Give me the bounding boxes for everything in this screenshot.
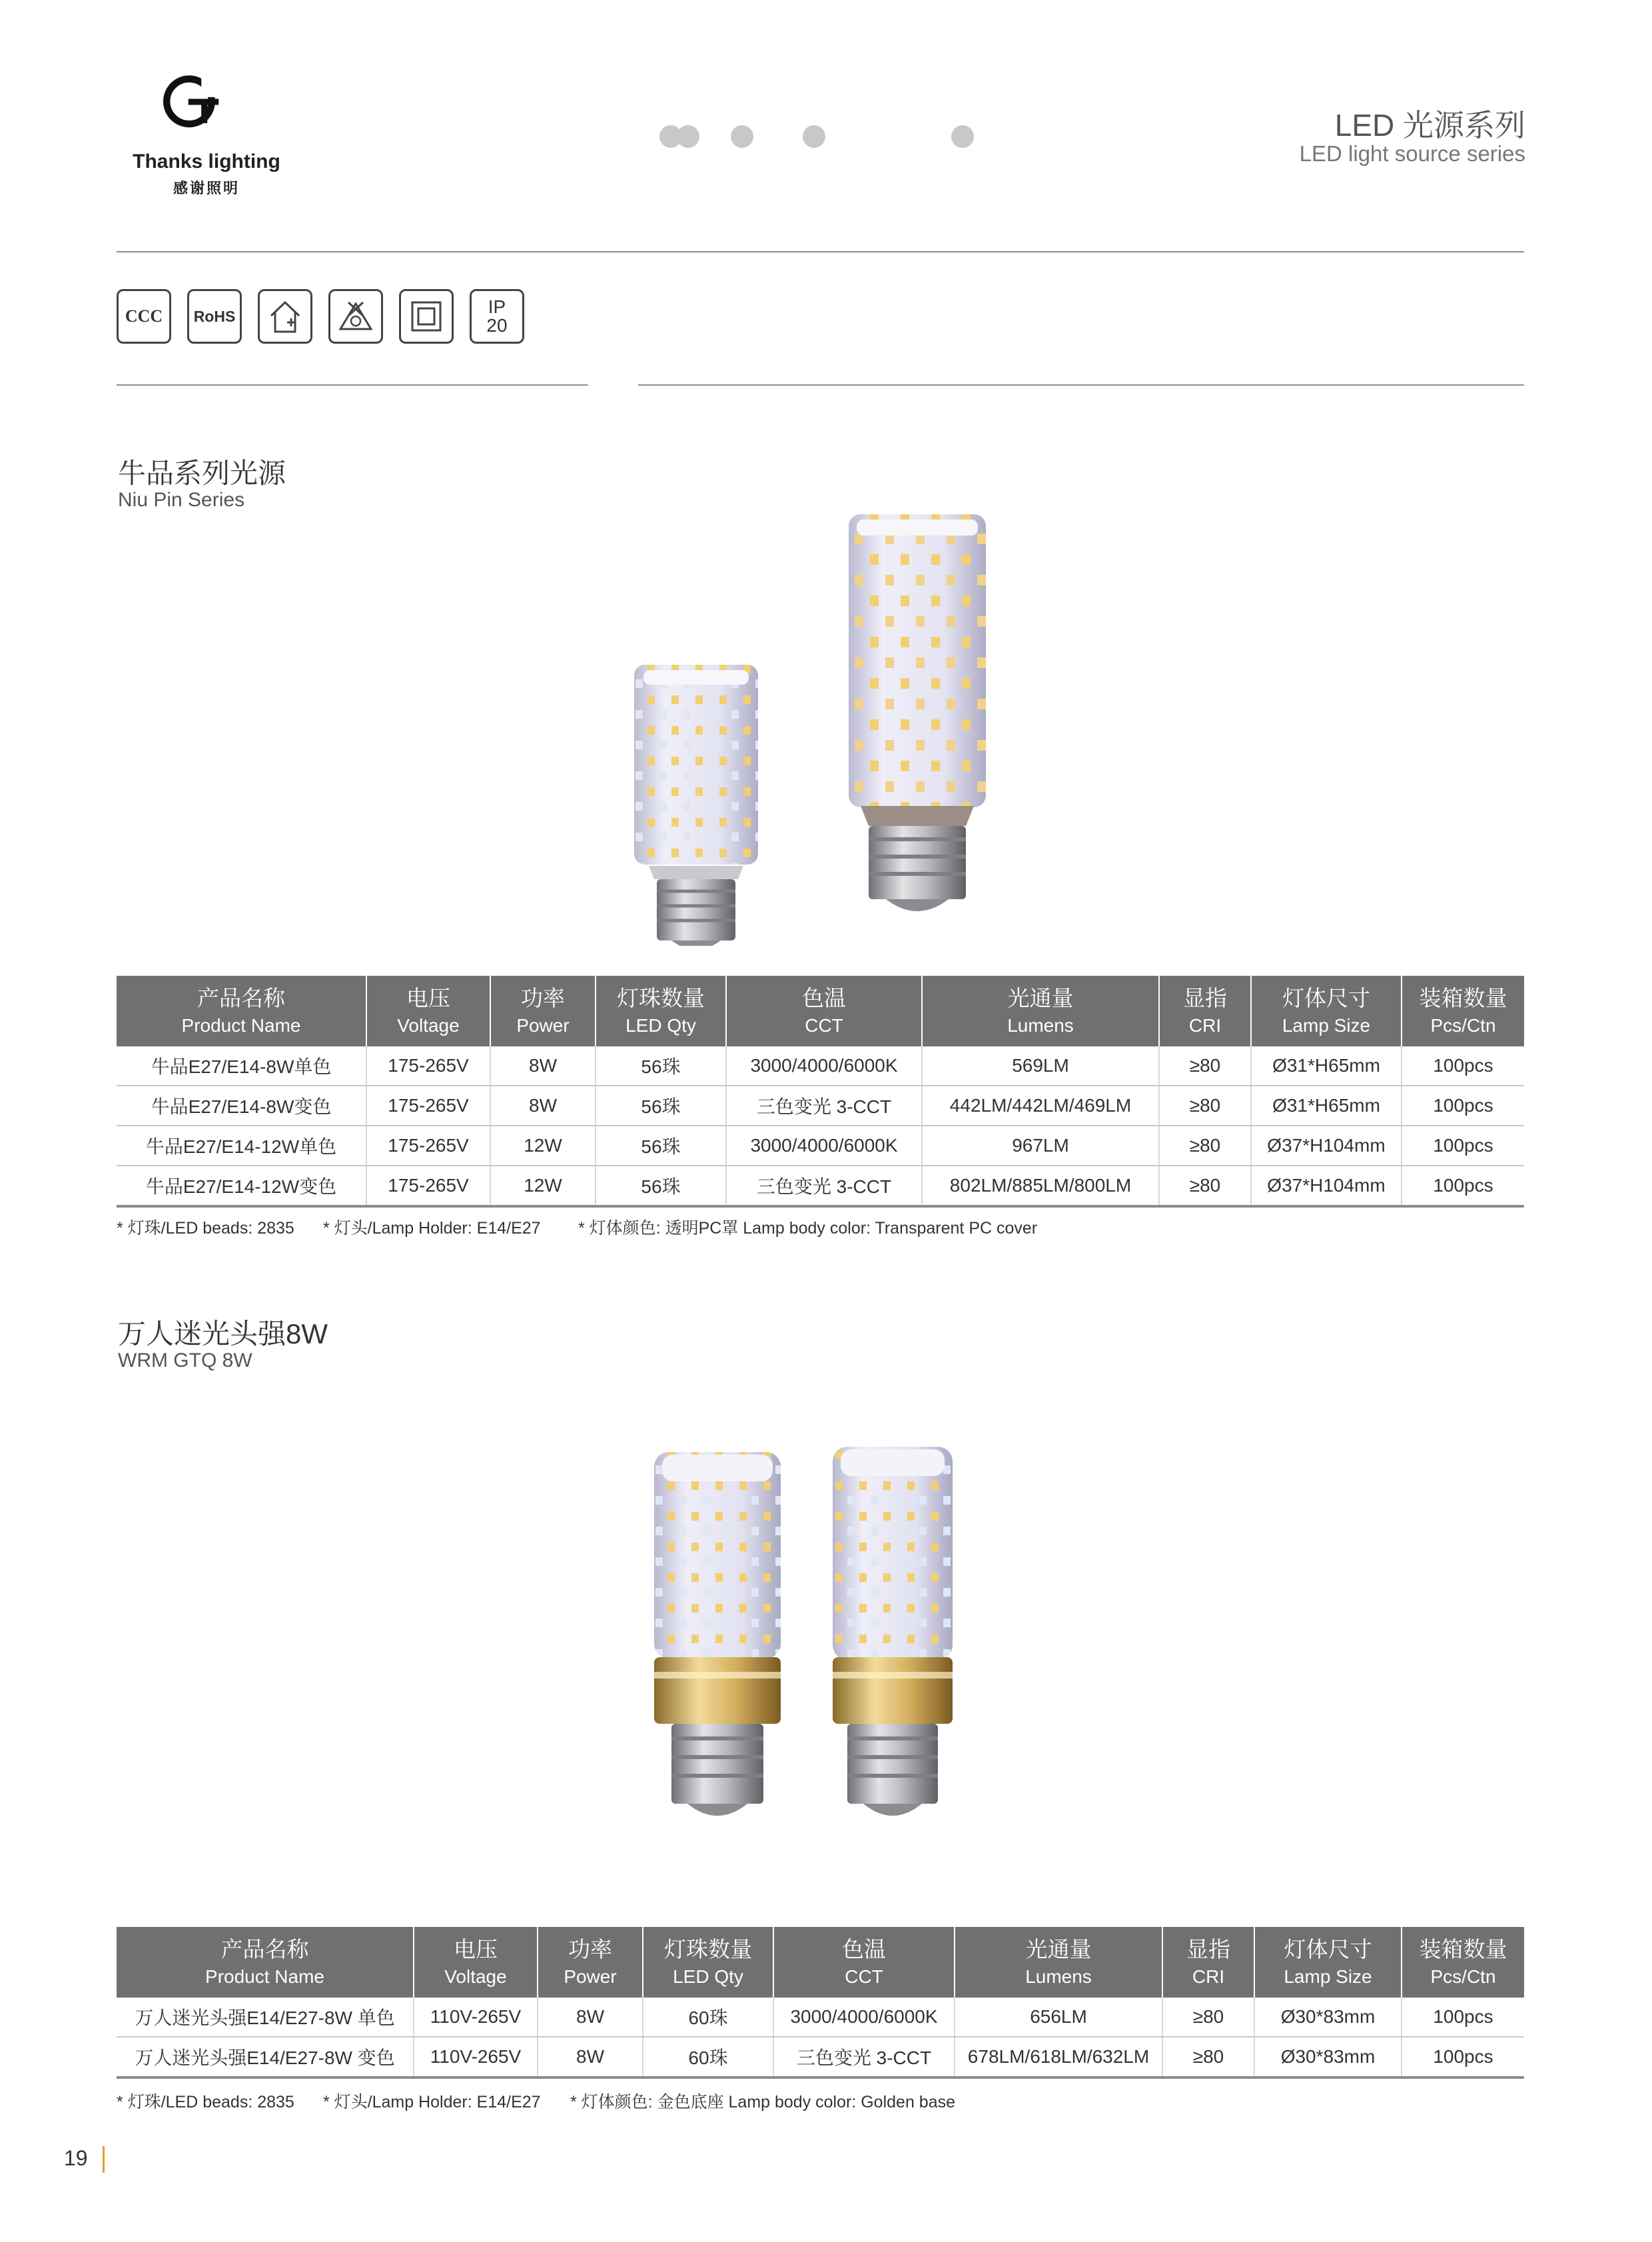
cell: 牛品E27/E14-12W变色	[117, 1166, 366, 1206]
col-cri: 显指 CRI	[1162, 1927, 1254, 1998]
cell: 100pcs	[1402, 1046, 1524, 1086]
cell: 56珠	[596, 1126, 726, 1166]
col-power: 功率 Power	[538, 1927, 643, 1998]
cell: ≥80	[1162, 1998, 1254, 2037]
decorative-dot	[803, 125, 825, 148]
col-lumens: 光通量 Lumens	[922, 976, 1159, 1046]
header-divider	[117, 251, 1524, 252]
cell: 100pcs	[1402, 1126, 1524, 1166]
rohs-icon	[187, 289, 242, 344]
cell: 牛品E27/E14-8W单色	[117, 1046, 366, 1086]
series-subtitle: LED light source series	[1299, 141, 1525, 166]
bulb-right	[833, 1447, 953, 1816]
table-row	[117, 1166, 1524, 1206]
cell: 56珠	[596, 1166, 726, 1206]
section-subtitle: WRM GTQ 8W	[118, 1349, 252, 1371]
col-pcs-ctn: 装箱数量 Pcs/Ctn	[1402, 976, 1524, 1046]
spec-table-niu-pin	[117, 976, 1524, 1208]
cell: 12W	[490, 1166, 596, 1206]
cell: 万人迷光头强E14/E27-8W 单色	[117, 1998, 414, 2037]
cell: 678LM/618LM/632LM	[955, 2037, 1162, 2077]
ccc-label: CCC	[125, 306, 163, 326]
cell: 569LM	[922, 1046, 1159, 1086]
ip20-icon	[470, 289, 524, 344]
cell: 三色变光 3-CCT	[726, 1166, 922, 1206]
cell: Ø30*83mm	[1254, 1998, 1402, 2037]
cell: 110V-265V	[414, 1998, 538, 2037]
cell: 8W	[490, 1086, 596, 1126]
cell: 110V-265V	[414, 2037, 538, 2077]
col-power: 功率 Power	[490, 976, 596, 1046]
ccc-icon	[117, 289, 171, 344]
bulb-tall	[849, 514, 986, 911]
col-lamp-size: 灯体尺寸 Lamp Size	[1254, 1927, 1402, 1998]
cell: 175-265V	[366, 1046, 490, 1086]
cell: ≥80	[1159, 1046, 1251, 1086]
class-ii-icon	[399, 289, 454, 344]
col-product-name: 产品名称 Product Name	[117, 976, 366, 1046]
bulb-small	[634, 665, 758, 946]
cell: 8W	[538, 1998, 643, 2037]
note-body-color: * 灯体颜色: 金色底座 Lamp body color: Golden base	[570, 2093, 956, 2111]
indoor-use-icon	[258, 289, 312, 344]
decorative-dot	[731, 125, 753, 148]
cell: 100pcs	[1402, 1166, 1524, 1206]
table-row	[117, 2037, 1524, 2077]
col-pcs-ctn: 装箱数量 Pcs/Ctn	[1402, 1927, 1524, 1998]
cell: 802LM/885LM/800LM	[922, 1166, 1159, 1206]
spec-table-wrm-gtq	[117, 1927, 1524, 2079]
cell: 牛品E27/E14-8W变色	[117, 1086, 366, 1126]
cell: Ø31*H65mm	[1251, 1046, 1402, 1086]
table-row	[117, 1046, 1524, 1086]
col-lamp-size: 灯体尺寸 Lamp Size	[1251, 976, 1402, 1046]
product-image-niu-pin	[620, 506, 1006, 946]
col-led-qty: 灯珠数量 LED Qty	[596, 976, 726, 1046]
cell: Ø30*83mm	[1254, 2037, 1402, 2077]
cell: 100pcs	[1402, 2037, 1524, 2077]
cell: 100pcs	[1402, 1998, 1524, 2037]
table-header	[117, 976, 1524, 1046]
cell: ≥80	[1159, 1126, 1251, 1166]
col-voltage: 电压 Voltage	[366, 976, 490, 1046]
cell: 967LM	[922, 1126, 1159, 1166]
note-led-beads: * 灯珠/LED beads: 2835	[117, 1219, 294, 1238]
cell: ≥80	[1159, 1166, 1251, 1206]
note-lamp-holder: * 灯头/Lamp Holder: E14/E27	[323, 2093, 541, 2111]
cert-divider-right	[638, 384, 1524, 386]
table-header	[117, 1927, 1524, 1998]
cell: 三色变光 3-CCT	[726, 1086, 922, 1126]
no-dimming-icon	[328, 289, 383, 344]
cell: 万人迷光头强E14/E27-8W 变色	[117, 2037, 414, 2077]
cell: 三色变光 3-CCT	[773, 2037, 955, 2077]
note-lamp-holder: * 灯头/Lamp Holder: E14/E27	[323, 1219, 541, 1238]
decorative-dot	[677, 125, 699, 148]
col-led-qty: 灯珠数量 LED Qty	[643, 1927, 773, 1998]
cell: 442LM/442LM/469LM	[922, 1086, 1159, 1126]
cell: Ø37*H104mm	[1251, 1126, 1402, 1166]
product-image-wrm-gtq	[639, 1445, 973, 1845]
cell: 3000/4000/6000K	[773, 1998, 955, 2037]
brand-logo	[147, 75, 266, 161]
col-lumens: 光通量 Lumens	[955, 1927, 1162, 1998]
cell: 100pcs	[1402, 1086, 1524, 1126]
table-row	[117, 1126, 1524, 1166]
cell: 60珠	[643, 1998, 773, 2037]
ip-rating: 20	[486, 315, 508, 336]
col-voltage: 电压 Voltage	[414, 1927, 538, 1998]
cert-divider-left	[117, 384, 588, 386]
section-title: 牛品系列光源	[118, 458, 286, 489]
series-title: LED 光源系列	[1334, 108, 1525, 143]
col-cct: 色温 CCT	[726, 976, 922, 1046]
cell: 8W	[538, 2037, 643, 2077]
cell: 8W	[490, 1046, 596, 1086]
page-number: 19	[64, 2146, 88, 2170]
cell: 175-265V	[366, 1166, 490, 1206]
cell: ≥80	[1162, 2037, 1254, 2077]
section-title: 万人迷光头强8W	[118, 1318, 328, 1349]
table-row	[117, 1998, 1524, 2037]
col-cct: 色温 CCT	[773, 1927, 955, 1998]
note-body-color: * 灯体颜色: 透明PC罩 Lamp body color: Transparent PC cover	[578, 1219, 1038, 1238]
table-row	[117, 1086, 1524, 1126]
col-product-name: 产品名称 Product Name	[117, 1927, 414, 1998]
decorative-dot	[951, 125, 974, 148]
ip-label: IP	[488, 296, 506, 317]
cell: Ø31*H65mm	[1251, 1086, 1402, 1126]
cell: 牛品E27/E14-12W单色	[117, 1126, 366, 1166]
col-cri: 显指 CRI	[1159, 976, 1251, 1046]
cell: 56珠	[596, 1046, 726, 1086]
cell: 60珠	[643, 2037, 773, 2077]
brand-name: Thanks lighting	[133, 151, 280, 173]
cell: 56珠	[596, 1086, 726, 1126]
cell: 175-265V	[366, 1086, 490, 1126]
cell: ≥80	[1159, 1086, 1251, 1126]
cell: 3000/4000/6000K	[726, 1126, 922, 1166]
cell: Ø37*H104mm	[1251, 1166, 1402, 1206]
rohs-label: RoHS	[193, 307, 236, 325]
cell: 175-265V	[366, 1126, 490, 1166]
note-led-beads: * 灯珠/LED beads: 2835	[117, 2093, 294, 2111]
cell: 656LM	[955, 1998, 1162, 2037]
page-number-accent	[103, 2146, 105, 2173]
bulb-left	[654, 1452, 781, 1816]
section-subtitle: Niu Pin Series	[118, 489, 245, 511]
cell: 3000/4000/6000K	[726, 1046, 922, 1086]
cell: 12W	[490, 1126, 596, 1166]
brand-name-cn: 感谢照明	[173, 180, 240, 196]
